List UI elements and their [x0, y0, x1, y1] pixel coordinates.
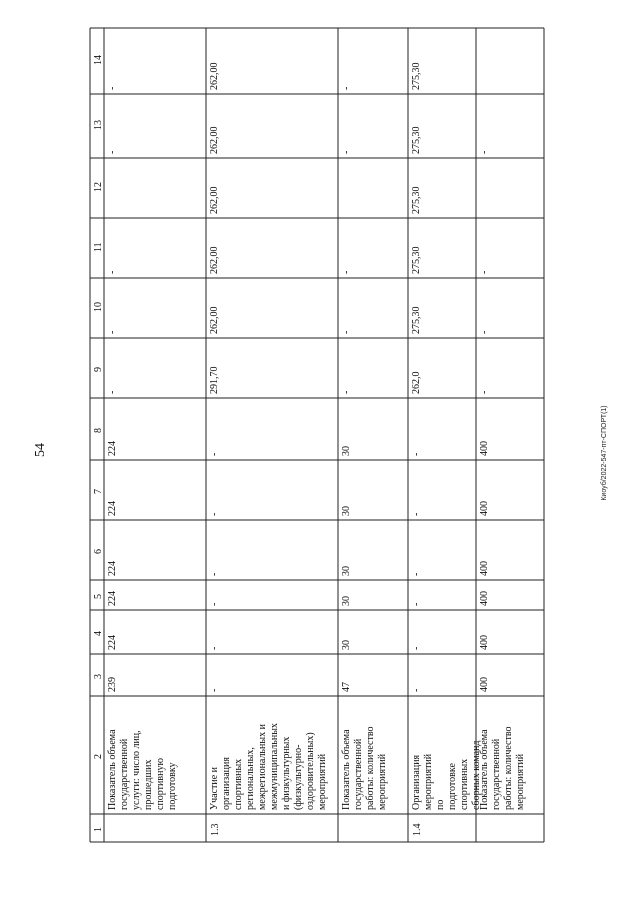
- value-cell: -: [411, 602, 422, 606]
- row-name-line: Организация: [411, 754, 422, 810]
- value-cell: 291,70: [209, 366, 220, 394]
- column-number: 7: [93, 489, 104, 494]
- value-cell: -: [209, 512, 220, 516]
- value-cell: 400: [479, 635, 490, 650]
- column-number: 5: [93, 594, 104, 599]
- column-number: 11: [93, 242, 104, 252]
- value-cell: 400: [479, 441, 490, 456]
- value-cell: 30: [341, 446, 352, 456]
- value-cell: 30: [341, 566, 352, 576]
- column-number: 3: [93, 674, 104, 679]
- value-cell: 224: [107, 501, 118, 516]
- row-number: 1.4: [412, 823, 423, 836]
- value-cell: 275,30: [411, 306, 422, 334]
- row-number: 1.3: [210, 823, 221, 836]
- value-cell: 47: [341, 682, 352, 692]
- row-name-line: Показатель объема: [107, 729, 118, 810]
- column-number: 8: [93, 428, 104, 433]
- column-number: 1: [93, 827, 104, 832]
- value-cell: 224: [107, 441, 118, 456]
- value-cell: -: [341, 270, 352, 274]
- column-number: 2: [93, 754, 104, 759]
- row-name-line: спортивную: [155, 758, 166, 810]
- row-name-line: региональных,: [245, 747, 256, 810]
- row-name-line: государственной: [119, 738, 130, 810]
- value-cell: -: [209, 452, 220, 456]
- value-cell: -: [479, 150, 490, 154]
- value-cell: -: [107, 150, 118, 154]
- page-number: 54: [33, 443, 48, 457]
- column-number: 9: [93, 367, 104, 372]
- value-cell: -: [411, 452, 422, 456]
- value-cell: 262,00: [209, 126, 220, 154]
- value-cell: 262,00: [209, 246, 220, 274]
- row-name-line: оздоровительных): [305, 732, 316, 810]
- value-cell: -: [411, 688, 422, 692]
- column-number: 14: [93, 55, 104, 65]
- value-cell: 262,00: [209, 306, 220, 334]
- row-name-line: государственной: [491, 738, 502, 810]
- row-name-line: по: [435, 799, 446, 810]
- value-cell: -: [479, 330, 490, 334]
- value-cell: -: [209, 572, 220, 576]
- value-cell: -: [209, 688, 220, 692]
- row-name-line: мероприятий: [377, 753, 388, 810]
- column-number: 6: [93, 549, 104, 554]
- row-name-line: подготовке: [447, 763, 458, 810]
- column-number: 12: [93, 182, 104, 192]
- row-name-line: и физкультурных: [281, 736, 292, 810]
- data-table: [90, 28, 544, 842]
- column-number: 4: [93, 631, 104, 636]
- row-name-line: мероприятий: [423, 753, 434, 810]
- value-cell: 400: [479, 677, 490, 692]
- value-cell: -: [107, 330, 118, 334]
- value-cell: 262,00: [209, 186, 220, 214]
- value-cell: 275,30: [411, 62, 422, 90]
- row-name-line: Показатель объема: [341, 729, 352, 810]
- row-name-line: спортивных: [459, 758, 470, 810]
- row-name-line: мероприятий: [317, 753, 328, 810]
- column-number: 10: [93, 302, 104, 312]
- value-cell: 400: [479, 591, 490, 606]
- row-name-line: мероприятий: [515, 753, 526, 810]
- value-cell: -: [479, 270, 490, 274]
- value-cell: 239: [107, 677, 118, 692]
- table-grid: [90, 28, 544, 842]
- value-cell: 275,30: [411, 246, 422, 274]
- value-cell: 262,00: [209, 62, 220, 90]
- value-cell: 262,0: [411, 371, 422, 394]
- value-cell: -: [107, 86, 118, 90]
- value-cell: 400: [479, 561, 490, 576]
- row-name-line: работы: количество: [503, 726, 514, 810]
- row-name-line: спортивных: [233, 758, 244, 810]
- value-cell: -: [341, 330, 352, 334]
- row-name-line: межмуниципальных: [269, 723, 280, 810]
- row-name-line: услуги: число лиц,: [131, 730, 142, 810]
- value-cell: -: [341, 390, 352, 394]
- value-cell: 30: [341, 506, 352, 516]
- value-cell: -: [411, 572, 422, 576]
- value-cell: -: [341, 86, 352, 90]
- row-name-line: Участие и: [209, 767, 220, 810]
- document-code: Киоуб/2022-547-пт-СПОРТ(1): [601, 405, 608, 501]
- value-cell: -: [209, 646, 220, 650]
- value-cell: 224: [107, 591, 118, 606]
- value-cell: 275,30: [411, 186, 422, 214]
- value-cell: -: [209, 602, 220, 606]
- value-cell: 400: [479, 501, 490, 516]
- row-name-line: межрегиональных и: [257, 724, 268, 810]
- row-name-line: прошедших: [143, 759, 154, 810]
- value-cell: -: [479, 390, 490, 394]
- row-name-line: работы: количество: [365, 726, 376, 810]
- value-cell: -: [411, 512, 422, 516]
- row-name-line: организация: [221, 757, 232, 810]
- value-cell: 224: [107, 635, 118, 650]
- value-cell: 30: [341, 640, 352, 650]
- row-name-line: подготовку: [167, 762, 178, 810]
- value-cell: 224: [107, 561, 118, 576]
- value-cell: 275,30: [411, 126, 422, 154]
- value-cell: 30: [341, 596, 352, 606]
- row-name-line: Показатель объема: [479, 729, 490, 810]
- value-cell: -: [107, 390, 118, 394]
- value-cell: -: [107, 270, 118, 274]
- row-name-line: сборных команд: [471, 740, 482, 810]
- value-cell: -: [341, 150, 352, 154]
- column-number: 13: [93, 120, 104, 130]
- row-name-line: государственной: [353, 738, 364, 810]
- row-name-line: (физкультурно-: [293, 744, 304, 810]
- value-cell: -: [411, 646, 422, 650]
